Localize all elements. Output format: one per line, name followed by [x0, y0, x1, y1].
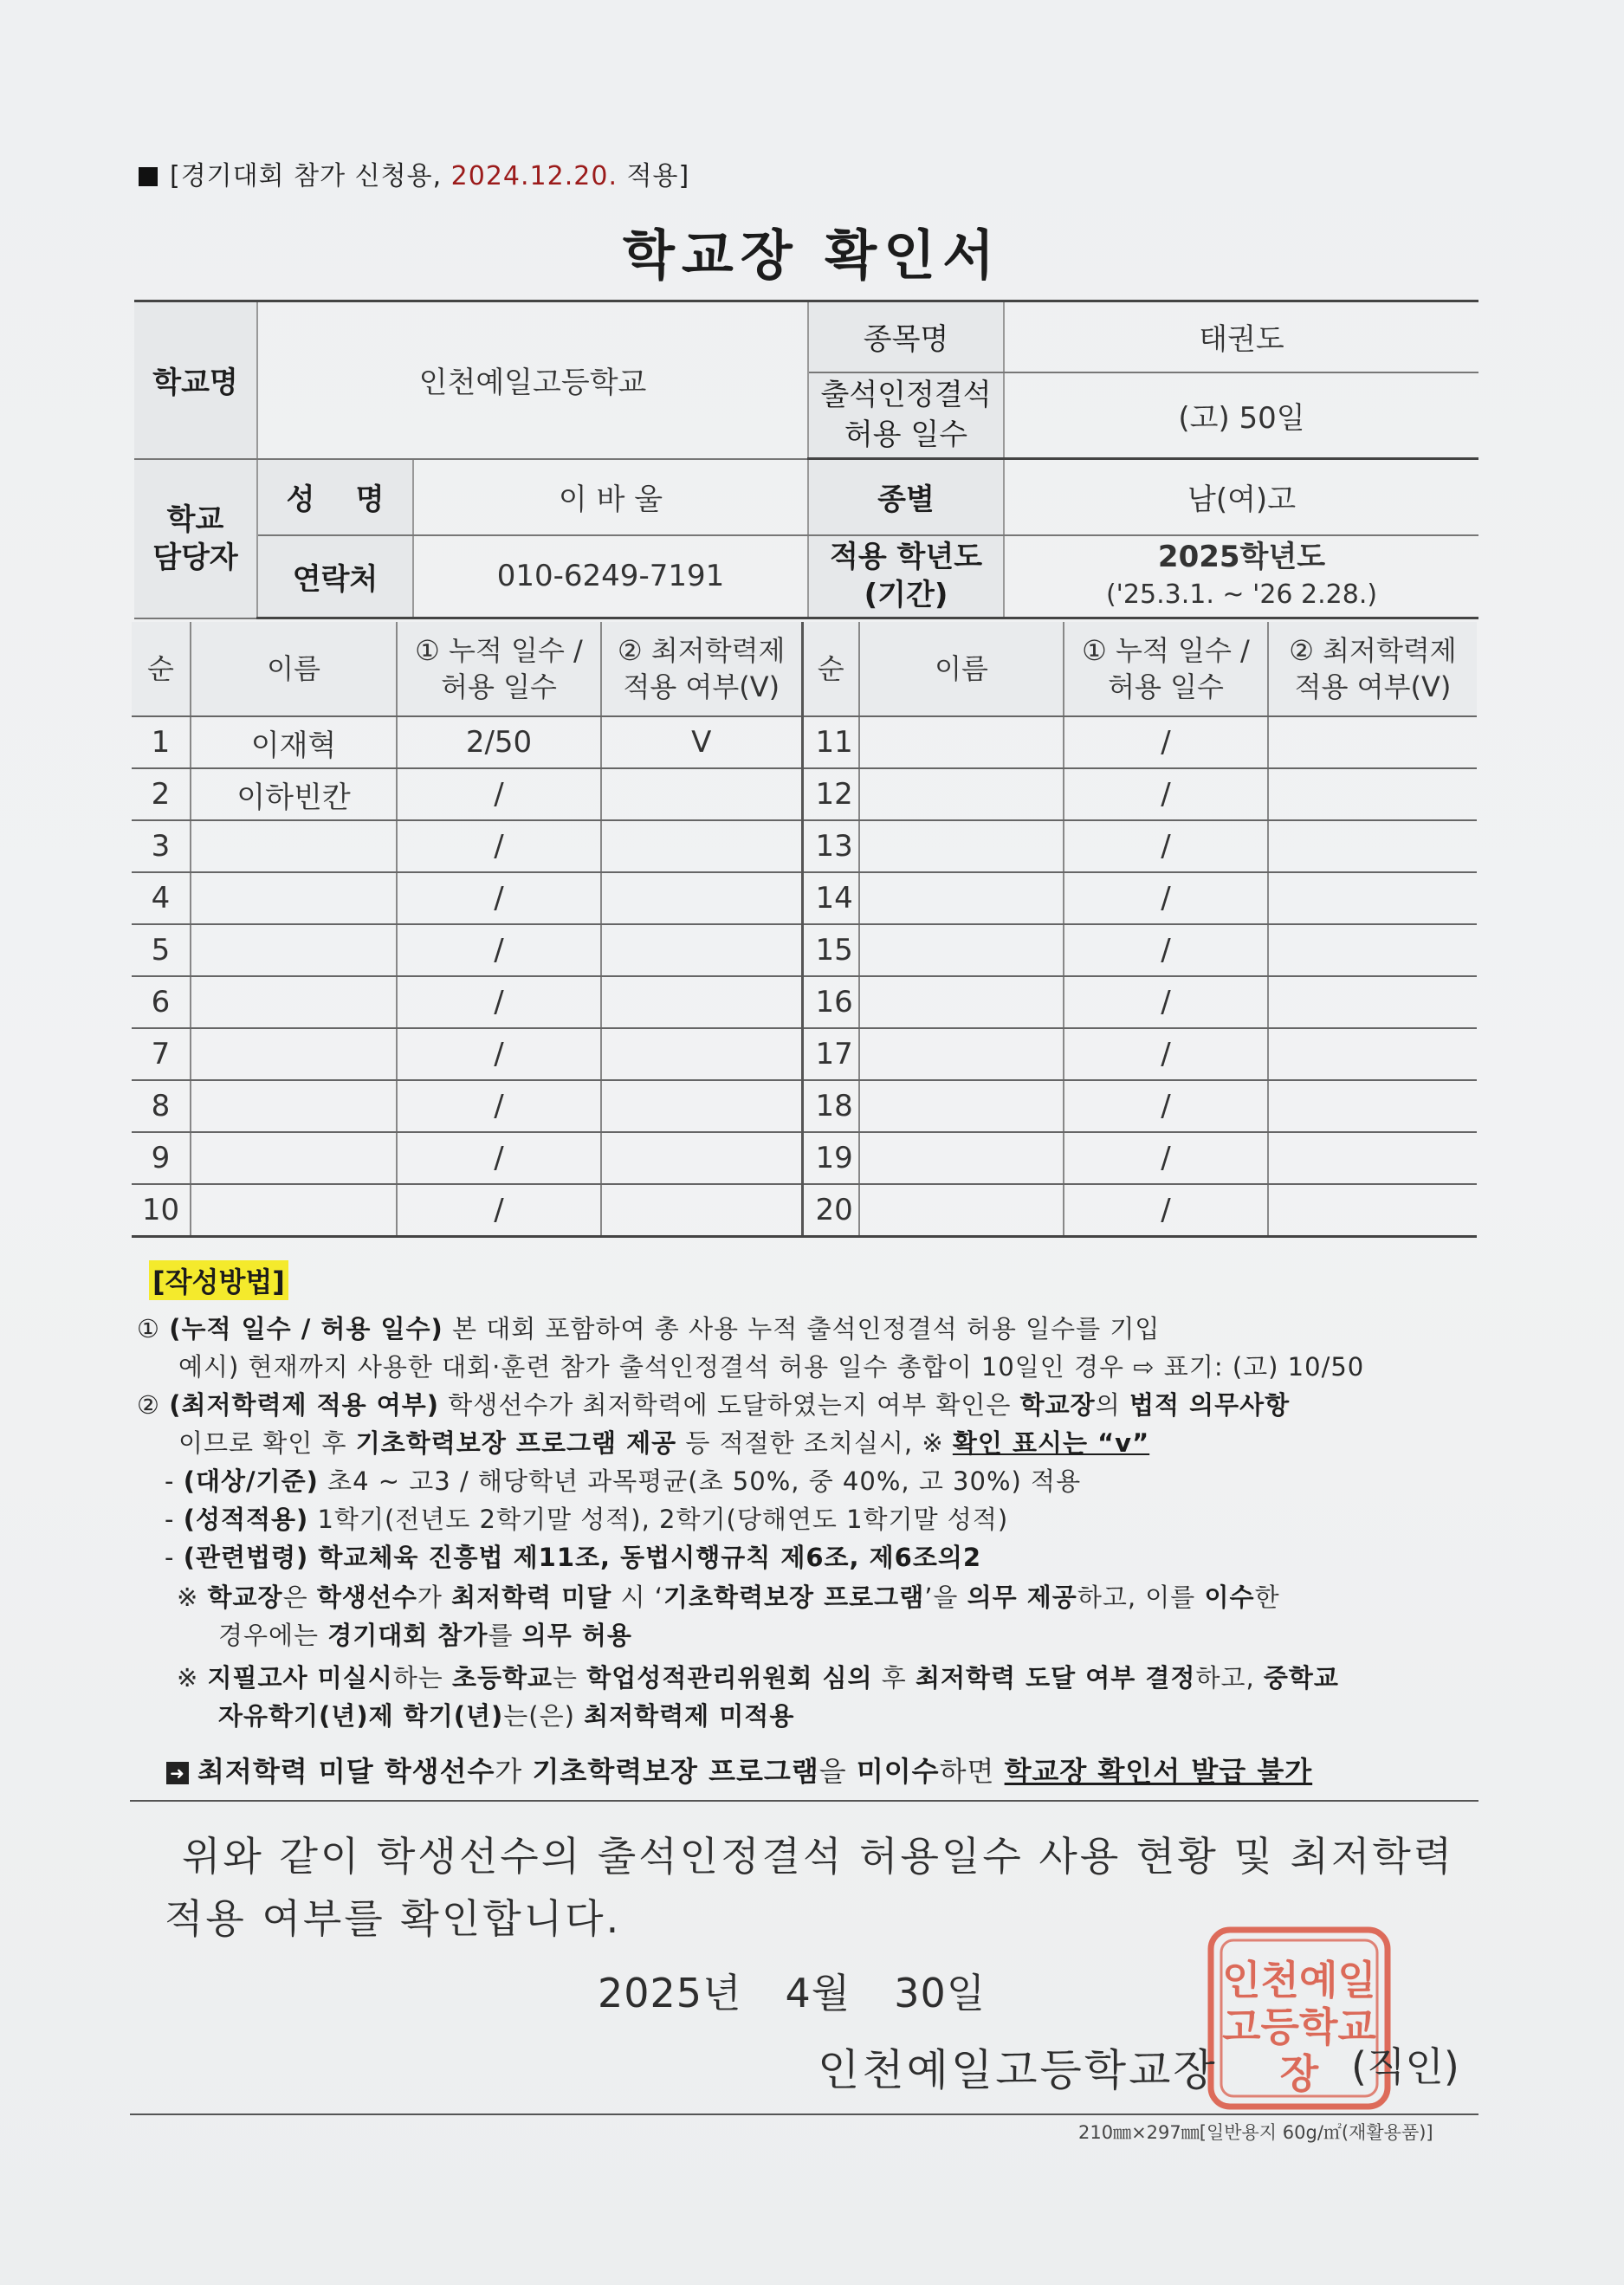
dash: -: [165, 1466, 175, 1496]
instruction-note-1-cont: [218, 1616, 632, 1652]
row-no: 11: [802, 716, 859, 768]
row-check: [601, 1028, 802, 1080]
warn-d: 을: [818, 1755, 857, 1788]
bullet-square-icon: [139, 167, 158, 186]
row-name: [859, 872, 1064, 924]
table-row: [132, 1184, 1477, 1237]
row-name: [191, 1132, 397, 1184]
circled-2: ②: [137, 1390, 160, 1420]
year-value-line1: 2025학년도: [1157, 540, 1326, 575]
note-1-e: 최저학력 미달: [451, 1583, 612, 1612]
row-check: [601, 1132, 802, 1184]
row-check: [601, 1184, 802, 1237]
absence-label-line2: 허용 일수: [844, 418, 968, 453]
row-name: [859, 820, 1064, 872]
row-days: /: [397, 768, 601, 820]
row-name: [191, 820, 397, 872]
row-no: 3: [132, 820, 191, 872]
row-name: [859, 716, 1064, 768]
table-row: [132, 1028, 1477, 1080]
note-1-cont-c: 를: [488, 1621, 522, 1650]
note-2-f: 후: [872, 1663, 916, 1693]
instruction-target: [165, 1462, 1081, 1498]
warn-underline: 학교장 확인서 발급 불가: [1004, 1755, 1313, 1788]
student-roster-table: [132, 622, 1477, 1238]
note-2-d: 는: [553, 1663, 587, 1693]
warn-b: 가: [495, 1755, 533, 1788]
circled-1: ①: [137, 1314, 160, 1343]
legal-duty-bold: 법적 의무사항: [1129, 1390, 1291, 1420]
law-bold: (관련법령): [183, 1543, 309, 1572]
row-name: [859, 1132, 1064, 1184]
instruction-2-text: 학생선수가 최저학력에 도달하였는지 여부 확인은: [439, 1390, 1020, 1420]
principal-signature-line: 인천예일고등학교장: [818, 2045, 1218, 2095]
row-no: 9: [132, 1132, 191, 1184]
row-check: [1268, 1184, 1477, 1237]
row-name: 이재혁: [191, 716, 397, 768]
header-apply-right-line2: 적용 여부(V): [1294, 670, 1452, 703]
staff-label: [134, 459, 257, 618]
row-days: /: [1064, 1184, 1268, 1237]
row-no: 15: [802, 924, 859, 976]
staff-label-line1: 학교: [166, 502, 224, 537]
row-name: [859, 1080, 1064, 1132]
warn-e: 미이수: [856, 1755, 940, 1788]
row-check: [1268, 872, 1477, 924]
law-text: 학교체육 진흥법 제11조, 동법시행규칙 제6조, 제6조의2: [308, 1543, 982, 1572]
document-title: 학교장 확인서: [623, 223, 1001, 287]
note-1-i: 의무 제공: [967, 1583, 1077, 1612]
note-1-j: 하고, 이를: [1077, 1583, 1205, 1612]
table-row: [132, 1132, 1477, 1184]
grades-text: 1학기(전년도 2학기말 성적), 2학기(당해연도 1학기말 성적): [308, 1505, 1009, 1534]
header-days-line2: 허용 일수: [441, 670, 557, 703]
header-apply-right-line1: ② 최저학력제: [1289, 634, 1457, 667]
arrow-box-icon: ➜: [166, 1762, 189, 1784]
instruction-2-cont-c: 등 적절한 조치실시, ※: [676, 1428, 953, 1458]
event-value: 태권도: [1004, 301, 1478, 372]
absence-days-label: [808, 372, 1004, 459]
date-day: 30일: [894, 1970, 987, 2016]
confirmation-date: [598, 1962, 1029, 2019]
table-row: [132, 872, 1477, 924]
row-days: /: [397, 1132, 601, 1184]
target-bold: (대상/기준): [183, 1466, 319, 1496]
year-value-line2: ('25.3.1. ~ '26 2.28.): [1105, 579, 1378, 611]
row-check: V: [601, 716, 802, 768]
bottom-divider: [130, 2113, 1478, 2115]
svg-text:장: 장: [1279, 2050, 1319, 2097]
row-check: [1268, 1080, 1477, 1132]
instruction-note-2-cont: [218, 1697, 794, 1732]
school-name-value: 인천예일고등학교: [257, 301, 808, 459]
row-days: /: [397, 1028, 601, 1080]
row-days: /: [1064, 872, 1268, 924]
row-days: /: [1064, 1132, 1268, 1184]
note-2-b: 하는: [392, 1663, 452, 1693]
instructions-heading: [작성방법]: [149, 1260, 288, 1300]
note-1-l: 한: [1254, 1583, 1280, 1612]
row-name: [191, 976, 397, 1028]
row-name: [191, 1028, 397, 1080]
instruction-1-text: 본 대회 포함하여 총 사용 누적 출석인정결석 허용 일수를 기입: [443, 1314, 1161, 1343]
row-check: [1268, 768, 1477, 820]
warn-f: 하면: [939, 1755, 1005, 1788]
warn-c: 기초학력보장 프로그램: [532, 1755, 819, 1788]
staff-name-value: 이 바 울: [413, 459, 808, 535]
row-no: 18: [802, 1080, 859, 1132]
grades-bold: (성적적용): [183, 1505, 309, 1534]
note-2-cont-c: 최저학력제 미적용: [584, 1701, 795, 1731]
row-days: /: [1064, 976, 1268, 1028]
note-1-cont-b: 경기대회 참가: [327, 1621, 488, 1650]
row-name: [191, 1080, 397, 1132]
header-name: 이름: [191, 622, 397, 716]
table-row: [132, 768, 1477, 820]
instruction-2-text-c: 의: [1095, 1390, 1129, 1420]
header-days-line1: ① 누적 일수 /: [415, 634, 583, 667]
row-days: /: [397, 976, 601, 1028]
warn-a: 최저학력 미달 학생선수: [197, 1755, 495, 1788]
note-1-d: 가: [417, 1583, 452, 1612]
instruction-note-2: [177, 1659, 1339, 1694]
note-1-cont-a: 경우에는: [218, 1621, 328, 1650]
row-check: [601, 976, 802, 1028]
gender-value: 남(여)고: [1004, 459, 1478, 535]
instruction-1: [137, 1310, 1160, 1345]
row-no: 13: [802, 820, 859, 872]
row-no: 14: [802, 872, 859, 924]
contact-label: 연락처: [257, 535, 413, 618]
confirmation-line-1: 위와 같이 학생선수의 출석인정결석 허용일수 사용 현황 및 최저학력: [182, 1833, 1455, 1880]
instruction-2-bold: (최저학력제 적용 여부): [169, 1390, 440, 1420]
row-check: [601, 872, 802, 924]
dash: -: [165, 1505, 175, 1534]
row-no: 19: [802, 1132, 859, 1184]
row-name: [859, 768, 1064, 820]
header-days-right-line1: ① 누적 일수 /: [1082, 634, 1250, 667]
target-text: 초4 ~ 고3 / 해당학년 과목평균(초 50%, 중 40%, 고 30%) 적용: [318, 1466, 1082, 1496]
header-apply-line1: ② 최저학력제: [618, 634, 786, 667]
instruction-1-bold: (누적 일수 / 허용 일수): [169, 1314, 443, 1343]
usage-note: [139, 154, 689, 192]
row-no: 7: [132, 1028, 191, 1080]
note-prefix: [경기대회 참가 신청용,: [170, 161, 451, 191]
staff-label-line2: 담당자: [152, 540, 238, 575]
svg-text:인천예일: 인천예일: [1222, 1957, 1376, 2003]
row-check: [1268, 1132, 1477, 1184]
instruction-2: [137, 1386, 1290, 1421]
row-days: /: [1064, 1028, 1268, 1080]
table-row: [132, 976, 1477, 1028]
row-check: [601, 924, 802, 976]
header-no-right: 순: [802, 622, 859, 716]
dash: -: [165, 1543, 175, 1572]
seal-label: (직인): [1351, 2043, 1459, 2090]
header-days-right-line2: 허용 일수: [1108, 670, 1224, 703]
date-month: 4월: [785, 1970, 851, 2016]
row-no: 2: [132, 768, 191, 820]
row-days: /: [397, 872, 601, 924]
principal-bold: 학교장: [1019, 1390, 1096, 1420]
instruction-warning: [166, 1750, 1312, 1790]
instruction-1-example: 예시) 현재까지 사용한 대회·훈련 참가 출석인정결석 허용 일수 총합이 10일인 경우 ⇨ 표기: (고) 10/50: [178, 1352, 1365, 1382]
confirmation-line-2: 적용 여부를 확인합니다.: [165, 1895, 622, 1942]
instruction-note-1: [177, 1578, 1280, 1614]
row-check: [1268, 976, 1477, 1028]
year-label-line1: 적용 학년도: [829, 540, 983, 575]
header-apply-right: [1268, 622, 1477, 716]
instruction-law: [165, 1538, 981, 1574]
note-1-b: 은: [282, 1583, 317, 1612]
row-check: [1268, 716, 1477, 768]
table-row: [132, 820, 1477, 872]
note-1-c: 학생선수: [316, 1583, 417, 1612]
note-2-i: 중학교: [1263, 1663, 1339, 1693]
row-name: [859, 1028, 1064, 1080]
note-2-h: 하고,: [1195, 1663, 1264, 1693]
instruction-2-cont: [178, 1424, 1149, 1460]
absence-days-value: (고) 50일: [1004, 372, 1478, 459]
year-label-line2: (기간): [864, 578, 948, 613]
header-days-right: [1064, 622, 1268, 716]
row-check: [1268, 924, 1477, 976]
row-no: 8: [132, 1080, 191, 1132]
row-no: 6: [132, 976, 191, 1028]
row-name: [859, 1184, 1064, 1237]
instruction-2-cont-a: 이므로 확인 후: [178, 1428, 356, 1458]
row-no: 12: [802, 768, 859, 820]
row-check: [601, 768, 802, 820]
header-apply: [601, 622, 802, 716]
reference-mark: ※: [177, 1663, 199, 1693]
note-1-g: 기초학력보장 프로그램: [663, 1583, 925, 1612]
contact-value: 010-6249-7191: [413, 535, 808, 618]
note-2-cont-b: 는(은): [503, 1701, 585, 1731]
row-no: 10: [132, 1184, 191, 1237]
note-1-h: ’을: [924, 1583, 967, 1612]
name-label: 성 명: [257, 459, 413, 535]
instruction-grades: [165, 1500, 1008, 1536]
program-bold: 기초학력보장 프로그램 제공: [355, 1428, 677, 1458]
absence-label-line1: 출석인정결석: [820, 378, 992, 413]
year-value: [1004, 535, 1478, 618]
row-no: 20: [802, 1184, 859, 1237]
year-label: [808, 535, 1004, 618]
note-date: 2024.12.20.: [450, 161, 618, 191]
event-label: 종목명: [808, 301, 1004, 372]
row-no: 1: [132, 716, 191, 768]
header-name-right: 이름: [859, 622, 1064, 716]
row-days: /: [1064, 768, 1268, 820]
reference-mark: ※: [177, 1583, 199, 1612]
note-1-cont-d: 의무 허용: [521, 1621, 632, 1650]
note-2-g: 최저학력 도달 여부 결정: [916, 1663, 1196, 1693]
note-2-a: 지필고사 미실시: [207, 1663, 393, 1693]
note-2-c: 초등학교: [451, 1663, 553, 1693]
row-days: /: [397, 1080, 601, 1132]
row-days: /: [1064, 924, 1268, 976]
row-name: [191, 1184, 397, 1237]
row-no: 5: [132, 924, 191, 976]
table-row: [132, 1080, 1477, 1132]
header-days: [397, 622, 601, 716]
row-days: 2/50: [397, 716, 601, 768]
divider-line: [130, 1800, 1478, 1802]
row-days: /: [1064, 820, 1268, 872]
row-no: 4: [132, 872, 191, 924]
row-check: [1268, 1028, 1477, 1080]
row-days: /: [397, 1184, 601, 1237]
header-apply-line2: 적용 여부(V): [623, 670, 780, 703]
row-check: [601, 1080, 802, 1132]
row-days: /: [397, 820, 601, 872]
row-name: [191, 924, 397, 976]
row-days: /: [1064, 1080, 1268, 1132]
note-1-a: 학교장: [207, 1583, 283, 1612]
row-name: [859, 924, 1064, 976]
note-suffix: 적용]: [617, 161, 690, 191]
row-check: [601, 820, 802, 872]
header-no: 순: [132, 622, 191, 716]
row-name: [859, 976, 1064, 1028]
note-1-k: 이수: [1204, 1583, 1255, 1612]
row-name: 이하빈칸: [191, 768, 397, 820]
row-no: 16: [802, 976, 859, 1028]
check-mark-note: 확인 표시는 “v”: [952, 1428, 1150, 1458]
note-2-e: 학업성적관리위원회 심의: [586, 1663, 873, 1693]
row-name: [191, 872, 397, 924]
table-row: [132, 716, 1477, 768]
gender-label: 종별: [808, 459, 1004, 535]
note-2-cont-a: 자유학기(년)제 학기(년): [218, 1701, 504, 1731]
row-no: 17: [802, 1028, 859, 1080]
row-days: /: [1064, 716, 1268, 768]
row-check: [1268, 820, 1477, 872]
note-1-f: 시 ‘: [611, 1583, 663, 1612]
date-year: 2025년: [598, 1970, 742, 2016]
school-info-table: [134, 300, 1478, 619]
svg-text:고등학교: 고등학교: [1222, 2003, 1376, 2050]
paper-spec-footer: 210㎜×297㎜[일반용지 60g/㎡(재활용품)]: [1078, 2122, 1433, 2143]
table-row: [132, 924, 1477, 976]
school-name-label: 학교명: [134, 301, 257, 459]
row-days: /: [397, 924, 601, 976]
